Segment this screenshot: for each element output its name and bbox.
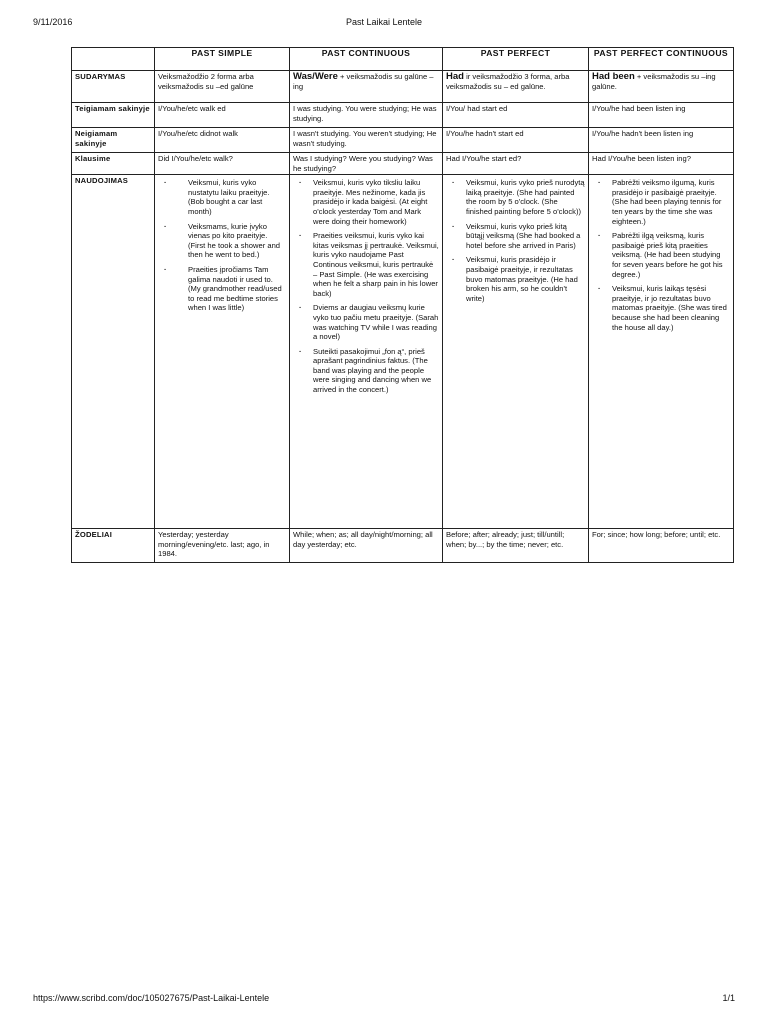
document-title: Past Laikai Lentele xyxy=(345,17,423,27)
cell-pc-text: + veiksmažodis su galūne –ing xyxy=(293,72,434,91)
uses-list xyxy=(158,178,286,313)
list-item: · Veiksmui, kuris vyko prieš kitą būtąjį veiksmą (She had booked a hotel before she arrived in Paris) xyxy=(466,222,585,251)
row-sudarymas xyxy=(72,71,734,103)
row-neigiamam xyxy=(72,128,734,153)
cell-pp: Had I/You/he start ed? xyxy=(443,153,589,175)
cell-ps: Yesterday; yesterday morning/evening/etc. last; ago, in 1984. xyxy=(155,529,290,563)
cell-pc xyxy=(290,71,443,103)
row-label: Klausime xyxy=(72,153,155,175)
cell-pc: I was studying. You were studying; He was studying. xyxy=(290,103,443,128)
cell-pp xyxy=(443,175,589,529)
cell-ppc xyxy=(589,175,734,529)
footer-url: https://www.scribd.com/doc/105027675/Past-Laikai-Lentele xyxy=(33,993,270,1003)
cell-pp: Before; after; already; just; till/untill; when; by...; by the time; never; etc. xyxy=(443,529,589,563)
cell-ppc: I/You/he had been listen ing xyxy=(589,103,734,128)
cell-ps: Did I/You/he/etc walk? xyxy=(155,153,290,175)
tenses-table xyxy=(71,47,734,563)
cell-pp-bold: Had xyxy=(446,71,464,82)
col-past-continuous: PAST CONTINUOUS xyxy=(290,48,443,71)
cell-ps: Veiksmažodžio 2 forma arba veiksmažodis su –ed galūne xyxy=(155,71,290,103)
list-item: · Pabrėžti veiksmo ilgumą, kuris prasidėjo ir pasibaigė praeityje. (She had been playing tennis for ten years by the time she was eighteen.) xyxy=(612,178,730,226)
cell-pc-bold: Was/Were xyxy=(293,71,338,82)
cell-ppc xyxy=(589,71,734,103)
list-item: · Veiksmui, kuris prasidėjo ir pasibaigė praeityje, ir rezultatas buvo matomas praeityje. (He had broken his arm, so he couldn't write) xyxy=(466,255,585,303)
cell-pp xyxy=(443,71,589,103)
header-row xyxy=(72,48,734,71)
cell-ppc: For; since; how long; before; until; etc. xyxy=(589,529,734,563)
uses-list xyxy=(446,178,585,303)
cell-ps xyxy=(155,175,290,529)
row-naudojimas xyxy=(72,175,734,529)
cell-ppc-text: + veiksmažodis su –ing galūne. xyxy=(592,72,716,91)
cell-ps: I/You/he/etc didnot walk xyxy=(155,128,290,153)
corner-cell xyxy=(72,48,155,71)
row-label: SUDARYMAS xyxy=(72,71,155,103)
uses-list xyxy=(592,178,730,332)
cell-ppc: I/You/he hadn't been listen ing xyxy=(589,128,734,153)
uses-list xyxy=(293,178,439,394)
row-klausime xyxy=(72,153,734,175)
list-item: · Veiksmui, kuris vyko nustatytu laiku praeityje. (Bob bought a car last month) xyxy=(188,178,286,216)
print-date: 9/11/2016 xyxy=(33,17,73,27)
cell-ppc-bold: Had been xyxy=(592,71,635,82)
cell-ps: I/You/he/etc walk ed xyxy=(155,103,290,128)
row-label: Neigiamam sakinyje xyxy=(72,128,155,153)
cell-pc xyxy=(290,175,443,529)
row-zodeliai xyxy=(72,529,734,563)
list-item: · Veiksmui, kuris vyko tiksliu laiku praeityje. Mes nežinome, kada jis prasidėjo ir kada baigėsi. (At eight o'clock yesterday Tom and Mark were doing their homework) xyxy=(313,178,439,226)
col-past-simple: PAST SIMPLE xyxy=(155,48,290,71)
list-item: · Veiksmui, kuris vyko prieš nurodytą laiką praeityje. (She had painted the room by 5 o'clock. (She finished painting before 5 o'clock)) xyxy=(466,178,585,216)
row-label: Teigiamam sakinyje xyxy=(72,103,155,128)
list-item: · Praeities įpročiams Tam galima naudoti ir used to. (My grandmother read/used to read me bedtime stories when I was little) xyxy=(188,265,286,313)
list-item: · Suteikti pasakojimui „fon ą“, prieš aprašant pagrindinius faktus. (The band was playing and the people were singing and dancing when we arrived in the concert.) xyxy=(313,347,439,395)
page-number: 1/1 xyxy=(722,993,735,1003)
row-label: ŽODELIAI xyxy=(72,529,155,563)
list-item: · Dviems ar daugiau veiksmų kurie vyko tuo pačiu metu praeityje. (Sarah was watching TV while I was reading a novel) xyxy=(313,303,439,341)
list-item: · Pabrėžti ilgą veiksmą, kuris pasibaigė prieš kitą praeities veiksmą. (He had been studying for seven years before he got his degree.) xyxy=(612,231,730,279)
cell-pp: I/You/he hadn't start ed xyxy=(443,128,589,153)
list-item: · Veiksmui, kuris laikąs tęsėsi praeityje, ir jo rezultatas buvo matomas praeityje. (She was tired because she had been cleaning the house all day.) xyxy=(612,284,730,332)
cell-pp: I/You/ had start ed xyxy=(443,103,589,128)
row-teigiamam xyxy=(72,103,734,128)
list-item: · Veiksmams, kurie įvyko vienas po kito praeityje. (First he took a shower and then he went to bed.) xyxy=(188,222,286,260)
cell-pc: I wasn't studying. You weren't studying; He wasn't studying. xyxy=(290,128,443,153)
list-item: · Praeities veiksmui, kuris vyko kai kitas veiksmas jį pertraukė. Veiksmui, kuris vyko naudojame Past Continous veiksmui, kuris pertraukė – Past Simple. (He was exercising when he felt a sharp pain in his lower back) xyxy=(313,231,439,298)
cell-pc: While; when; as; all day/night/morning; all day yesterday; etc. xyxy=(290,529,443,563)
col-past-perfect-continuous: PAST PERFECT CONTINUOUS xyxy=(589,48,734,71)
col-past-perfect: PAST PERFECT xyxy=(443,48,589,71)
cell-pp-text: ir veiksmažodžio 3 forma, arba veiksmažodis su – ed galūne. xyxy=(446,72,570,91)
cell-ppc: Had I/You/he been listen ing? xyxy=(589,153,734,175)
cell-pc: Was I studying? Were you studying? Was he studying? xyxy=(290,153,443,175)
row-label: NAUDOJIMAS xyxy=(72,175,155,529)
